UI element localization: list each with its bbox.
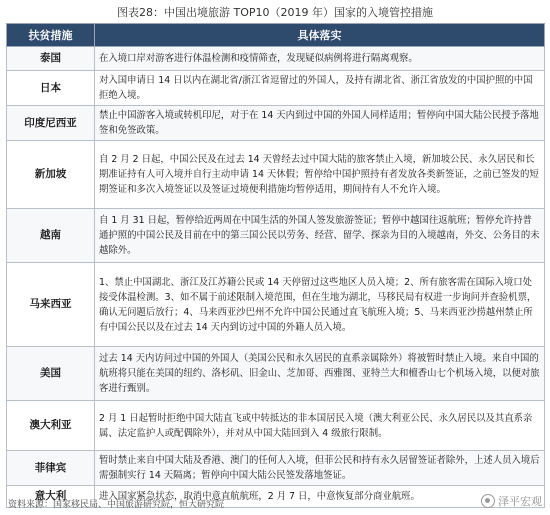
country-cell: 意大利 — [7, 486, 95, 508]
detail-cell: 自 2 月 2 日起，中国公民及在过去 14 天曾经去过中国大陆的旅客禁止入境，新加坡公民、永久居民和长期准证持有人可入境并自行主动申请 14 天休假；暂停给中国护照持有者发放各类新签证，之前已签发的短期签证和多次入境签证以及签证过境便利措施均暂停适用，期间持有人不允许入境。 — [95, 141, 545, 209]
table-row — [7, 347, 545, 401]
table-row — [7, 263, 545, 347]
table-row — [7, 401, 545, 451]
table-row — [7, 47, 545, 71]
header-measure: 扶贫措施 — [7, 24, 95, 47]
figure-title: 图表28：中国出境旅游 TOP10（2019 年）国家的入境管控措施 — [117, 6, 433, 19]
country-cell: 泰国 — [7, 47, 95, 71]
header-detail: 具体落实 — [95, 24, 545, 47]
country-cell: 菲律宾 — [7, 451, 95, 486]
detail-cell: 自 1 月 31 日起，暂停给近两周在中国生活的外国人签发旅游签证；暂停中越国往返航班；暂停允许持普通护照的中国公民及目前在中的第三国公民以劳务、经营、留学、探亲为目的入境越南，外交、公务目的未越除外。 — [95, 209, 545, 263]
country-cell: 美国 — [7, 347, 95, 401]
table-row — [7, 71, 545, 106]
table-row — [7, 141, 545, 209]
detail-cell: 暂时禁止来自中国大陆及香港、澳门的任何人入境，但菲公民和持有永久居留签证者除外，上述人员入境后需强制实行 14 天隔离；暂停向中国大陆公民签发落地签证。 — [95, 451, 545, 486]
table-row — [7, 209, 545, 263]
detail-cell: 对入国申请日 14 日以内在湖北省/浙江省逗留过的外国人，及持有湖北省、浙江省放发的中国护照的中国拒绝入境。 — [95, 71, 545, 106]
watermark-text: 泽平宏观 — [498, 495, 542, 508]
table-header-row — [7, 24, 545, 47]
source-note: 资料来源：国家移民局、中国旅游研究院，恒大研究院 — [8, 500, 225, 510]
country-cell: 越南 — [7, 209, 95, 263]
watermark — [481, 493, 542, 509]
detail-cell: 在入境口岸对游客进行体温检测和疫情筛查，发现疑似病例将进行隔离观察。 — [95, 47, 545, 71]
country-cell: 澳大利亚 — [7, 401, 95, 451]
country-cell: 马来西亚 — [7, 263, 95, 347]
measures-table — [6, 23, 545, 508]
country-cell: 新加坡 — [7, 141, 95, 209]
detail-cell: 进入国家紧急状态，取消中意直航航班，2 月 7 日，中意恢复部分商业航班。 — [95, 486, 545, 508]
wechat-logo-icon — [481, 494, 495, 508]
table-row — [7, 106, 545, 141]
detail-cell: 1、禁止中国湖北、浙江及江苏籍公民或 14 天停留过这些地区人员入境；2、所有旅客需在国际入境口处接受体温检测。3、如不属于前述限制入境范围，但在生地为湖北，马移民局有权进一步询问并查验机票，确认无问题后放行；4、马来西亚沙巴州不允许中国公民通过直飞航班入境；5、马来西亚沙捞越州禁止所有中国公民以及在过去 14 天内到访过中国的外籍人员入境。 — [95, 263, 545, 347]
table-row — [7, 451, 545, 486]
detail-cell: 2 月 1 日起暂时拒绝中国大陆直飞或中转抵达的非本国居民入境（澳大利亚公民、永久居民以及其直系亲属、法定监护人或配偶除外），并对从中国大陆回到入 4 级旅行限制。 — [95, 401, 545, 451]
country-cell: 日本 — [7, 71, 95, 106]
detail-cell: 过去 14 天内访问过中国的外国人（美国公民和永久居民的直系亲属除外）将被暂时禁止入境。来自中国的航班将只能在美国的纽约、洛杉矶、旧金山、芝加哥、西雅图、亚特兰大和檀香山七个机场入境，以便对旅客进行甄别。 — [95, 347, 545, 401]
detail-cell: 禁止中国游客入境或转机印尼，对于在 14 天内到过中国的外国人同样适用；暂停向中国大陆公民授予落地签和免签政策。 — [95, 106, 545, 141]
country-cell: 印度尼西亚 — [7, 106, 95, 141]
